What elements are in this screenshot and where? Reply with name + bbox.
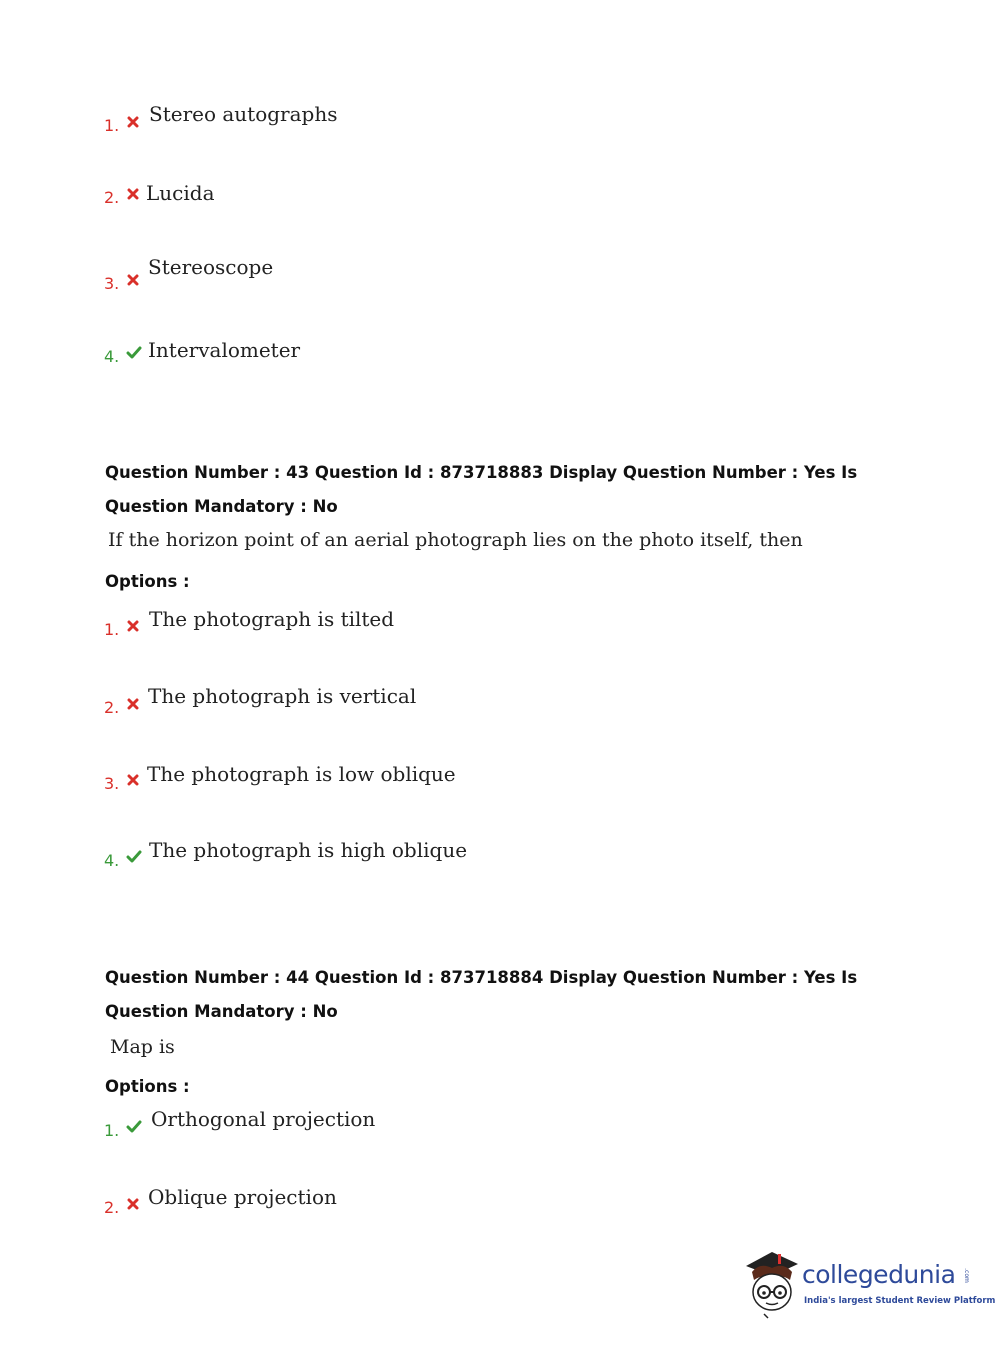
option-number: 2. xyxy=(104,1198,120,1217)
option-number: 3. xyxy=(104,774,120,793)
options-label: Options : xyxy=(105,1077,190,1096)
option-text: Intervalometer xyxy=(148,338,301,362)
cross-icon xyxy=(126,697,140,711)
option-number: 4. xyxy=(104,347,120,366)
check-icon xyxy=(126,1120,142,1134)
options-label: Options : xyxy=(105,572,190,591)
logo-wordmark: collegedunia xyxy=(802,1260,956,1289)
logo-tagline: India's largest Student Review Platform xyxy=(804,1296,996,1306)
option-number: 2. xyxy=(104,188,120,207)
option-number: 3. xyxy=(104,274,120,293)
option-text: The photograph is vertical xyxy=(148,684,417,708)
option-text: Stereo autographs xyxy=(149,102,338,126)
option-text: The photograph is low oblique xyxy=(147,762,456,786)
collegedunia-logo xyxy=(742,1248,996,1320)
mascot-icon xyxy=(742,1248,802,1320)
option-text: Stereoscope xyxy=(148,255,274,279)
option-text: Orthogonal projection xyxy=(151,1107,376,1131)
cross-icon xyxy=(126,187,140,201)
cross-icon xyxy=(126,273,140,287)
option-text: The photograph is high oblique xyxy=(149,838,468,862)
cross-icon xyxy=(126,619,140,633)
option-text: The photograph is tilted xyxy=(149,607,395,631)
option-text: Lucida xyxy=(146,181,215,205)
option-number: 1. xyxy=(104,1121,120,1140)
option-number: 1. xyxy=(104,116,120,135)
option-number: 4. xyxy=(104,851,120,870)
cross-icon xyxy=(126,1197,140,1211)
question-text: Map is xyxy=(110,1036,175,1058)
option-text: Oblique projection xyxy=(148,1185,337,1209)
check-icon xyxy=(126,850,142,864)
logo-suffix: .com xyxy=(962,1268,970,1283)
option-number: 2. xyxy=(104,698,120,717)
option-number: 1. xyxy=(104,620,120,639)
question-header: Question Number : 44 Question Id : 873718884 Display Question Number : Yes Is Question Mandatory : No xyxy=(105,968,858,1021)
cross-icon xyxy=(126,115,140,129)
question-header: Question Number : 43 Question Id : 873718883 Display Question Number : Yes Is Question Mandatory : No xyxy=(105,463,858,516)
question-text: If the horizon point of an aerial photograph lies on the photo itself, then xyxy=(108,529,803,551)
cross-icon xyxy=(126,773,140,787)
check-icon xyxy=(126,346,142,360)
